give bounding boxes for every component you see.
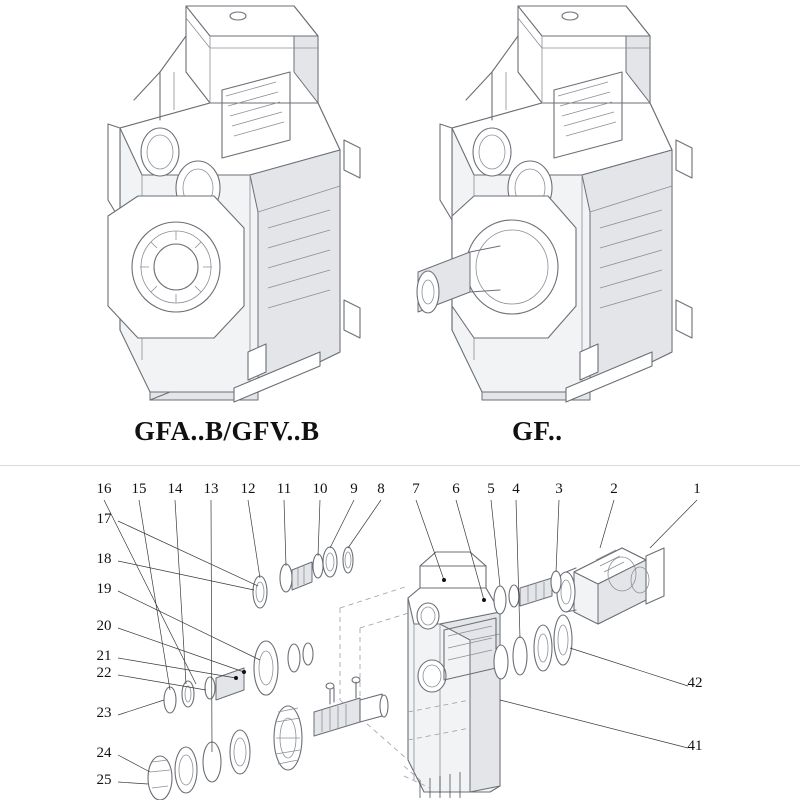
gear-unit-left-drawing [108,6,360,402]
callout-left-19: 19 [96,581,112,597]
motor-adapter-group [557,548,664,624]
callout-top-13: 13 [203,481,219,497]
callout-left-18: 18 [96,551,112,567]
callout-top-2: 2 [610,481,618,497]
leader-lines-top [104,500,697,752]
callout-left-21: 21 [96,648,112,664]
callout-left-17: 17 [96,511,112,527]
callout-top-9: 9 [350,481,358,497]
callout-top-16: 16 [96,481,112,497]
gear-unit-right-drawing [417,6,692,402]
callout-top-11: 11 [276,481,292,497]
callout-right-41: 41 [687,738,703,754]
callout-top-5: 5 [487,481,495,497]
callout-top-1: 1 [693,481,701,497]
callout-top-10: 10 [312,481,328,497]
caption-gfa-b-gfv-b: GFA..B/GFV..B [134,416,320,446]
callout-top-8: 8 [377,481,385,497]
callout-top-14: 14 [167,481,183,497]
exploded-assembly-drawing [104,500,697,800]
callout-top-3: 3 [555,481,563,497]
leader-lines-right [500,648,688,748]
callout-top-4: 4 [512,481,520,497]
callout-left-20: 20 [96,618,112,634]
callout-top-7: 7 [412,481,420,497]
callout-top-15: 15 [131,481,147,497]
callout-left-24: 24 [96,745,112,761]
callout-right-42: 42 [687,675,703,691]
callout-left-25: 25 [96,772,112,788]
callout-left-22: 22 [96,665,112,681]
caption-gf: GF.. [512,416,563,446]
callout-top-12: 12 [240,481,256,497]
callout-top-6: 6 [452,481,460,497]
callout-left-23: 23 [96,705,112,721]
section-divider [0,465,800,466]
